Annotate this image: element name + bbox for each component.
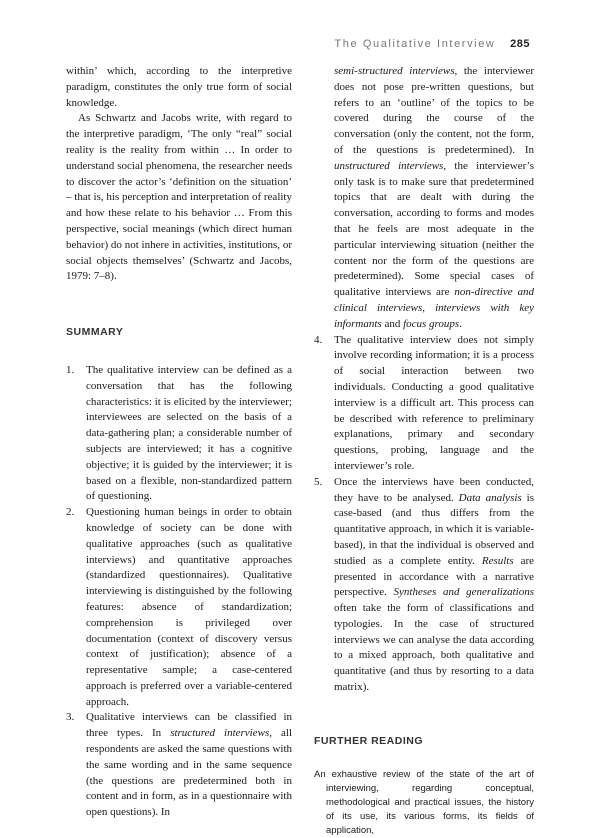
right-column <box>314 64 534 838</box>
paragraph: within’ which, according to the interpretive paradigm, constitutes the only true form of social knowledge. <box>66 65 292 109</box>
item-number: 5. <box>314 475 323 488</box>
item3-continuation: semi-structured interviews, the interviewer does not pose pre-written questions, but refers to an ‘outline’ of the topics to be covered during the course of the conversation (only the content, not the form, of the questions is predetermined). In unstructured interviews, the interviewer’s only task is to make sure that predetermined topics that are dealt with during the conversation, according to forms and modes that he feels are most adequate in the particular interviewing situation (neither the content nor the form of the questions are predetermined). Some special cases of qualitative interviews are non-directive and clinical interviews, interviews with key informants and focus groups. <box>334 65 535 330</box>
summary-item <box>66 710 292 821</box>
paragraph: As Schwartz and Jacobs write, with regard to the interpretive paradigm, ‘The only “real” social reality is the reality from within … In order to understand social phenomena, the researcher needs to discover the actor’s ‘definition on the situation’ – that is, his perception and interpretation of reality and how these relate to his behavior … From this perspective, social meanings (which direct human behavior) do not inhere in activities, institutions, or social objects themselves’ (Schwartz and Jacobs, 1979: 7–8). <box>66 112 292 283</box>
summary-item <box>66 505 292 710</box>
summary-item <box>66 363 292 505</box>
running-header <box>334 38 530 50</box>
item-text: Qualitative interviews can be classified in three types. In structured interviews, all respondents are asked the same questions with the same wording and in the same sequence (the questions are predetermined both in content and in form, as in a questionnaire with open questions). In <box>86 711 292 819</box>
further-reading-heading: FURTHER READING <box>314 734 423 747</box>
summary-heading: SUMMARY <box>66 326 124 339</box>
item-text: Questioning human beings in order to obtain knowledge of society can be done with qualitative approaches (such as qualitative interviews) and quantitative approaches (standardized questionnaires). Qualitative interviewing is distinguished by the following features: absence of standardization; comprehension is privileged over documentation (context of discovery versus context of justification); absence of a representative sample; a case-centered approach is preferred over a variable-centered approach. <box>86 506 292 708</box>
item-number: 3. <box>66 711 75 724</box>
item-number: 1. <box>66 363 75 376</box>
item-number: 2. <box>66 506 75 519</box>
further-reading-text: An exhaustive review of the state of the art of interviewing, regarding conceptual, methodological and practical issues, the history of its use, its various forms, its fields of application, <box>314 768 534 836</box>
summary-item <box>314 333 534 475</box>
running-title: The Qualitative Interview <box>334 38 496 50</box>
left-column <box>66 64 292 821</box>
summary-item <box>314 475 534 696</box>
item-text: Once the interviews have been conducted, they have to be analysed. Data analysis is case-based (and thus differs from the quantitative approach, in which it is variable-based), in that the individual is observed and studied as a complete entity. Results are presented in accordance with a narrative perspective. Syntheses and generalizations often take the form of classifications and typologies. In the case of structured interviews we can analyse the data according to a mixed approach, both qualitative and quantitative (and thus by resorting to a data matrix). <box>334 475 534 694</box>
item-number: 4. <box>314 333 323 346</box>
item-text: The qualitative interview does not simply involve recording information; it is a process of social interaction between two individuals. Conducting a good qualitative interview is a difficult art. This process can be described with reference to preliminary explanations, primary and secondary questions, probing, language and the interviewer’s role. <box>334 333 534 472</box>
page-number: 285 <box>510 38 530 50</box>
item-text: The qualitative interview can be defined as a conversation that has the following characteristics: it is elicited by the interviewer; interviewees are selected on the basis of a data-gathering plan; a considerable number of subjects are interviewed; it has a cognitive objective; it is guided by the interviewer; it is based on a flexible, non-standardized pattern of questioning. <box>86 363 292 503</box>
